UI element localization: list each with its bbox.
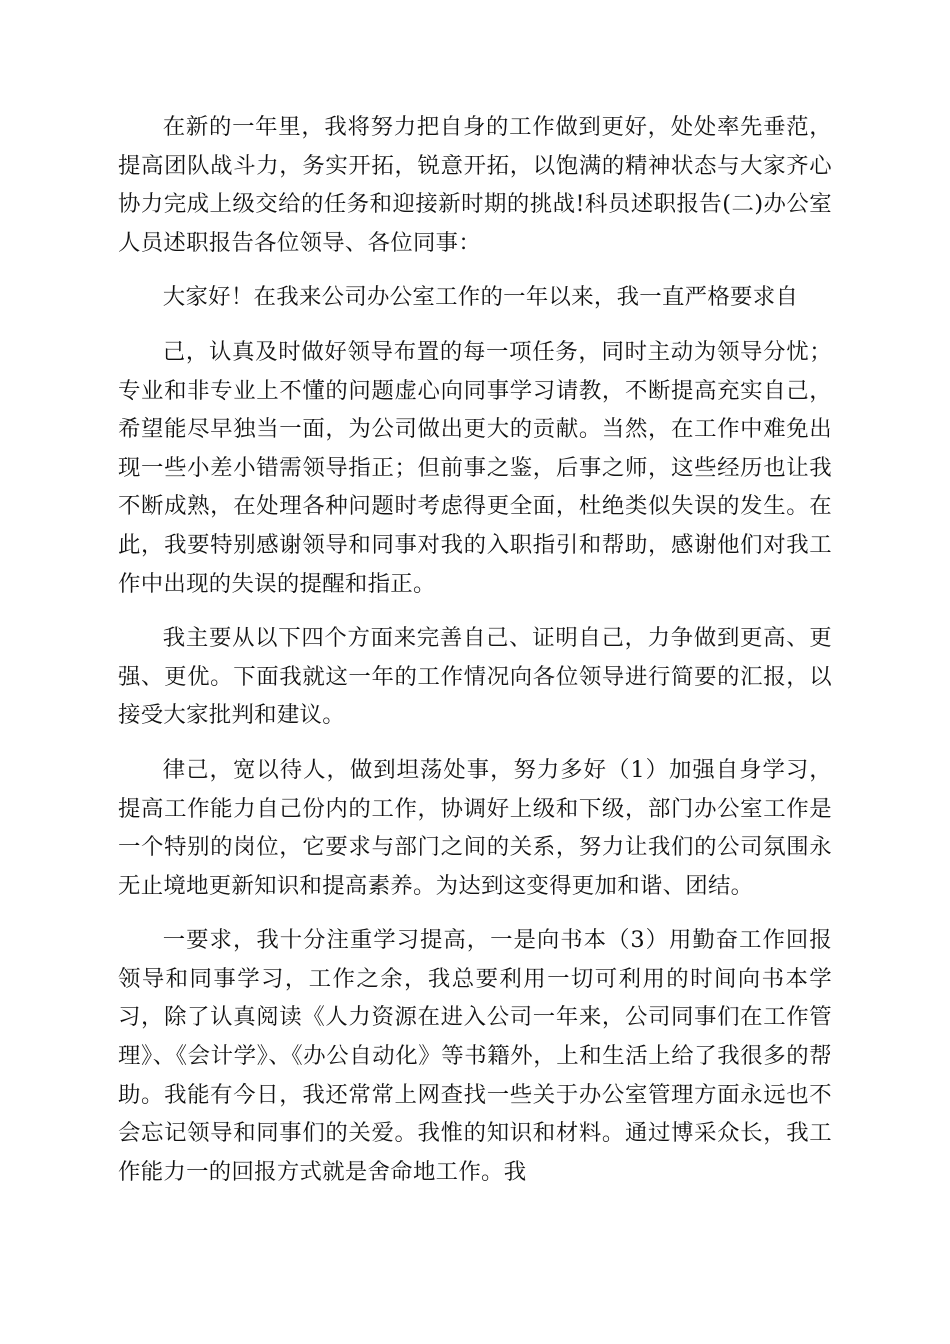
- document-page: [118, 108, 832, 1191]
- paragraph-gap: [118, 905, 832, 921]
- paragraph-gap: [118, 735, 832, 751]
- paragraph-5: 律己，宽以待人，做到坦荡处事，努力多好（1）加强自身学习，提高工作能力自己份内的工作，协调好上级和下级，部门办公室工作是一个特别的岗位，它要求与部门之间的关系，努力让我们的公司氛围永无止境地更新知识和提高素养。为达到这变得更加和谐、团结。: [118, 756, 832, 899]
- paragraph-gap: [118, 317, 832, 333]
- paragraph-4: 我主要从以下四个方面来完善自己、证明自己，力争做到更高、更强、更优。下面我就这一年的工作情况向各位领导进行简要的汇报，以接受大家批判和建议。: [118, 625, 832, 729]
- paragraph-gap: [118, 262, 832, 278]
- paragraph-3: 己，认真及时做好领导布置的每一项任务，同时主动为领导分忧；专业和非专业上不懂的问题虚心向同事学习请教，不断提高充实自己，希望能尽早独当一面，为公司做出更大的贡献。当然，在工作中难免出现一些小差小错需领导指正；但前事之鉴，后事之师，这些经历也让我不断成熟，在处理各种问题时考虑得更全面，杜绝类似失误的发生。在此，我要特别感谢领导和同事对我的入职指引和帮助，感谢他们对我工作中出现的失误的提醒和指正。: [118, 338, 832, 597]
- paragraph-2: 大家好！在我来公司办公室工作的一年以来，我一直严格要求自: [162, 284, 799, 311]
- paragraph-6: 一要求，我十分注重学习提高，一是向书本（3）用勤奋工作回报领导和同事学习，工作之余，我总要利用一切可利用的时间向书本学习，除了认真阅读《人力资源在进入公司一年来，公司同事们在工作管理》、《会计学》、《办公自动化》等书籍外，上和生活上给了我很多的帮助。我能有今日，我还常常上网查找一些关于办公室管理方面永远也不会忘记领导和同事们的关爱。我惟的知识和材料。通过博采众长，我工作能力一的回报方式就是舍命地工作。我: [118, 927, 832, 1185]
- paragraph-gap: [118, 603, 832, 619]
- paragraph-1: 在新的一年里，我将努力把自身的工作做到更好，处处率先垂范，提高团队战斗力，务实开拓，锐意开拓，以饱满的精神状态与大家齐心协力完成上级交给的任务和迎接新时期的挑战!科员述职报告(二)办公室人员述职报告各位领导、各位同事：: [118, 114, 832, 256]
